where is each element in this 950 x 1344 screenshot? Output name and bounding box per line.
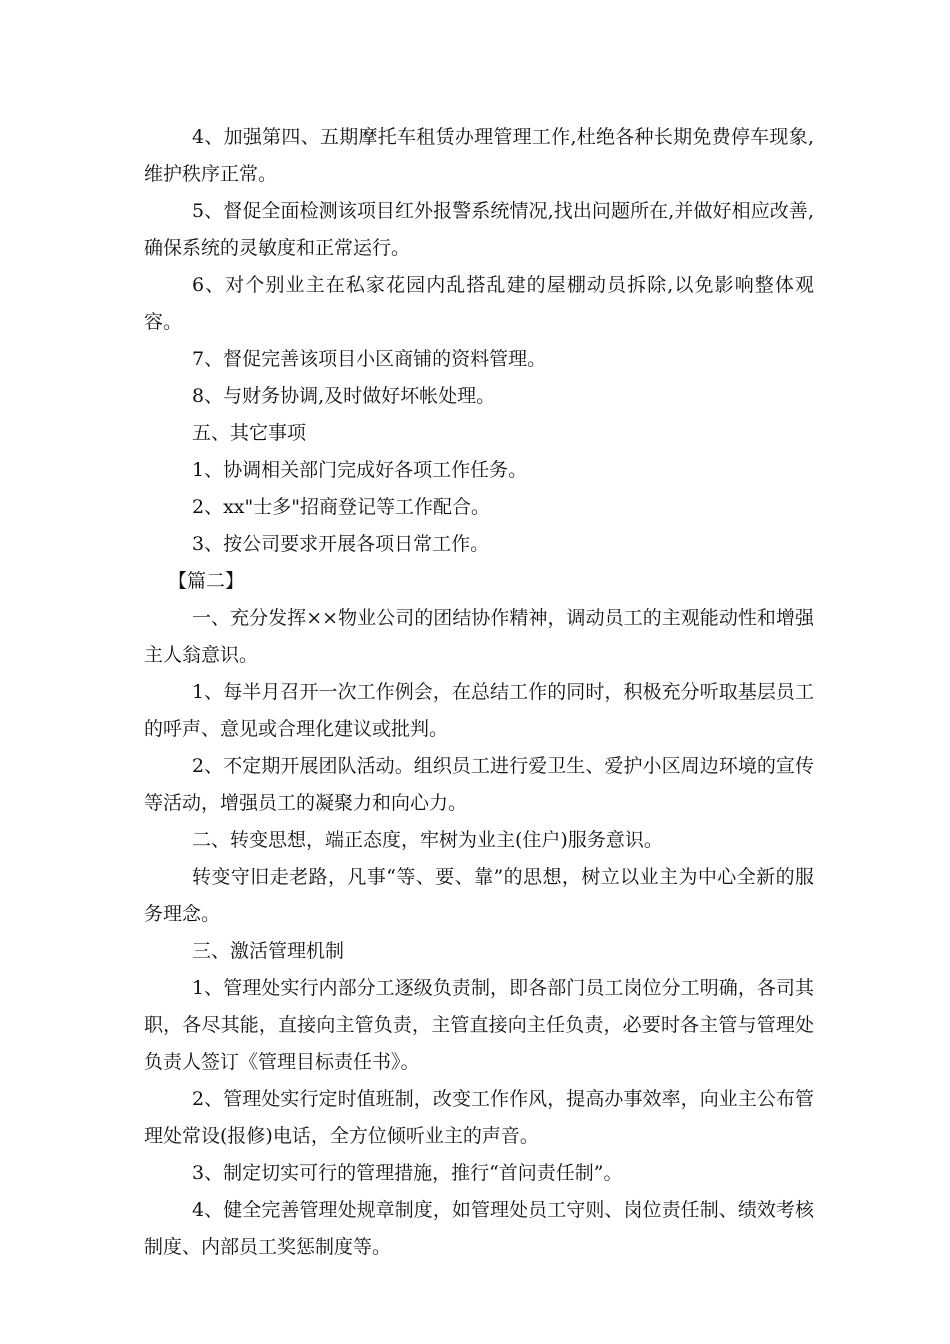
- paragraph-16: 4、健全完善管理处规章制度，如管理处员工守则、岗位责任制、绩效考核制度、内部员工奖惩制度等。: [144, 1199, 814, 1258]
- paragraph-4: 7、督促完善该项目小区商铺的资料管理。: [192, 348, 547, 370]
- paragraph-1: 4、加强第四、五期摩托车租赁办理管理工作,杜绝各种长期免费停车现象,维护秩序正常。: [144, 126, 814, 185]
- part-two-heading: 【篇二】: [168, 570, 245, 592]
- paragraph-13: 1、管理处实行内部分工逐级负责制，即各部门员工岗位分工明确，各司其职，各尽其能，直接向主管负责，主管直接向主任负责，必要时各主管与管理处负责人签订《管理目标责任书》。: [144, 977, 814, 1073]
- paragraph-6: 1、协调相关部门完成好各项工作任务。: [192, 459, 528, 481]
- section-heading-other-matters: 五、其它事项: [192, 422, 307, 444]
- paragraph-7: 2、xx"士多"招商登记等工作配合。: [192, 496, 490, 518]
- paragraph-15: 3、制定切实可行的管理措施，推行“首问责任制”。: [192, 1162, 623, 1184]
- section-heading-management-mechanism: 三、激活管理机制: [192, 940, 345, 962]
- paragraph-2: 5、督促全面检测该项目红外报警系统情况,找出问题所在,并做好相应改善,确保系统的灵敏度和正常运行。: [144, 200, 814, 259]
- section-heading-change-thinking: 二、转变思想，端正态度，牢树为业主(住户)服务意识。: [192, 829, 663, 851]
- paragraph-14: 2、管理处实行定时值班制，改变工作作风，提高办事效率，向业主公布管理处常设(报修)电话，全方位倾听业主的声音。: [144, 1088, 814, 1147]
- paragraph-12: 转变守旧走老路，凡事“等、要、靠”的思想，树立以业主为中心全新的服务理念。: [144, 866, 814, 925]
- paragraph-9: 一、充分发挥××物业公司的团结协作精神，调动员工的主观能动性和增强主人翁意识。: [144, 607, 814, 666]
- paragraph-3: 6、对个别业主在私家花园内乱搭乱建的屋棚动员拆除,以免影响整体观容。: [144, 274, 814, 333]
- document-body: [144, 119, 814, 1266]
- paragraph-8: 3、按公司要求开展各项日常工作。: [192, 533, 490, 555]
- paragraph-11: 2、不定期开展团队活动。组织员工进行爱卫生、爱护小区周边环境的宣传等活动，增强员工的凝聚力和向心力。: [144, 755, 814, 814]
- paragraph-5: 8、与财务协调,及时做好坏帐处理。: [192, 385, 496, 407]
- paragraph-10: 1、每半月召开一次工作例会，在总结工作的同时，积极充分听取基层员工的呼声、意见或合理化建议或批判。: [144, 681, 814, 740]
